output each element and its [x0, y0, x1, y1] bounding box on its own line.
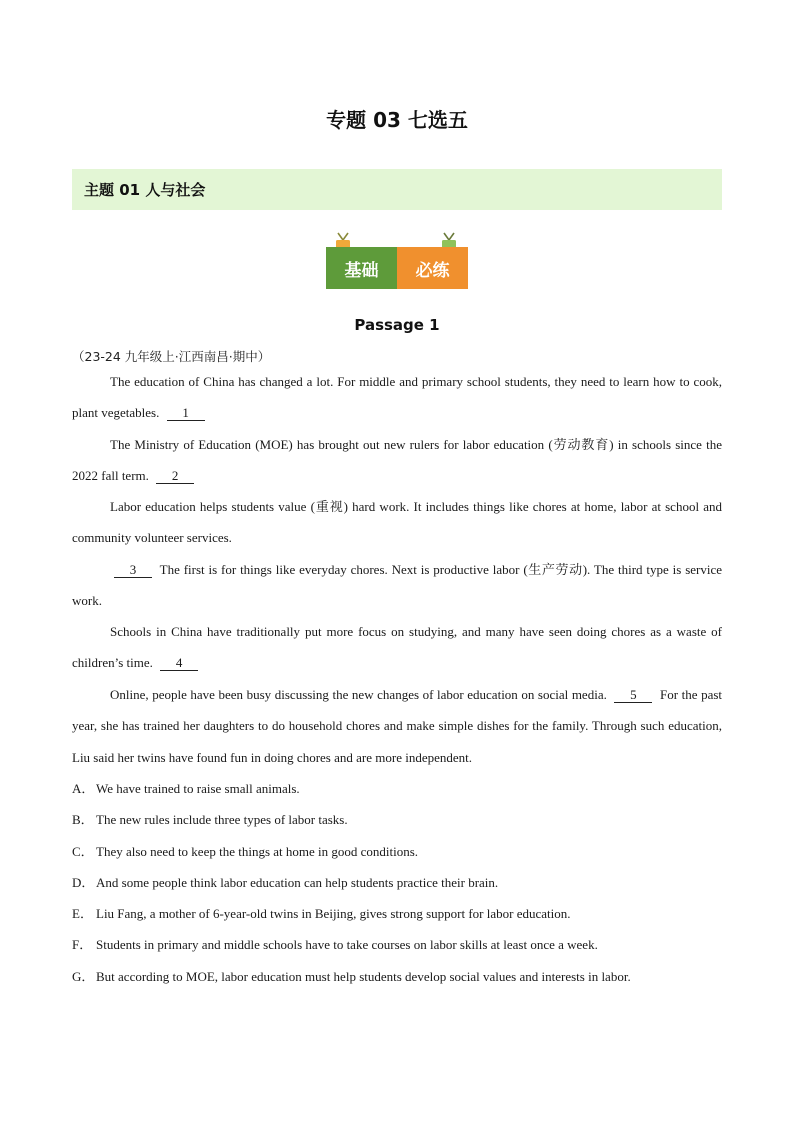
paragraph-4: 3 The first is for things like everyday chores. Next is productive labor (生产劳动). The third type is service work. [72, 562, 723, 609]
option-item: E． Liu Fang, a mother of 6-year-old twins in Beijing, gives strong support for labor education. [72, 906, 571, 922]
topic-heading-bar [72, 169, 722, 210]
paragraph-3: Labor education helps students value (重视) hard work. It includes things like chores at home, labor at school and community volunteer services. [72, 499, 722, 546]
option-item: B． The new rules include three types of labor tasks. [72, 812, 348, 828]
paragraph-5: Schools in China have traditionally put more focus on studying, and many have seen doing chores as a waste of children’s time. 4 [72, 624, 722, 671]
document-title: 专题 03 七选五 [326, 108, 468, 132]
badge-practice: 必练 [397, 247, 468, 289]
section-badge [326, 231, 468, 289]
answer-options [72, 773, 722, 992]
option-item: F． Students in primary and middle schools have to take courses on labor skills at least once a week. [72, 937, 598, 953]
option-item: G． But according to MOE, labor education must help students develop social values and interests in labor. [72, 968, 631, 984]
option-item: C． They also need to keep the things at home in good conditions. [72, 843, 419, 859]
answer-blank: 5 [614, 688, 652, 703]
paragraph-1: The education of China has changed a lot. For middle and primary school students, they need to learn how to cook, plant vegetables. 1 [72, 374, 722, 421]
passage-title: Passage 1 [354, 316, 440, 334]
option-item: A． We have trained to raise small animals. [72, 781, 300, 796]
answer-blank: 3 [114, 563, 152, 578]
badge-basic: 基础 [326, 247, 397, 289]
answer-blank: 2 [156, 469, 194, 484]
option-item: D． And some people think labor education can help students practice their brain. [72, 874, 499, 890]
source-note: （23-24 九年级上·江西南昌·期中） [72, 349, 271, 364]
answer-blank: 1 [167, 406, 205, 421]
paragraph-6: Online, people have been busy discussing the new changes of labor education on social media. 5 For the past year, she has trained her daughters to do household chores and make simple dishes for the family. Through such education, Liu said her twins have found fun in doing chores and are more independent. [72, 687, 723, 765]
paragraph-2: The Ministry of Education (MOE) has brought out new rulers for labor education (劳动教育) in schools since the 2022 fall term. 2 [72, 437, 722, 484]
answer-blank: 4 [160, 656, 198, 671]
topic-heading: 主题 01 人与社会 [84, 181, 206, 199]
